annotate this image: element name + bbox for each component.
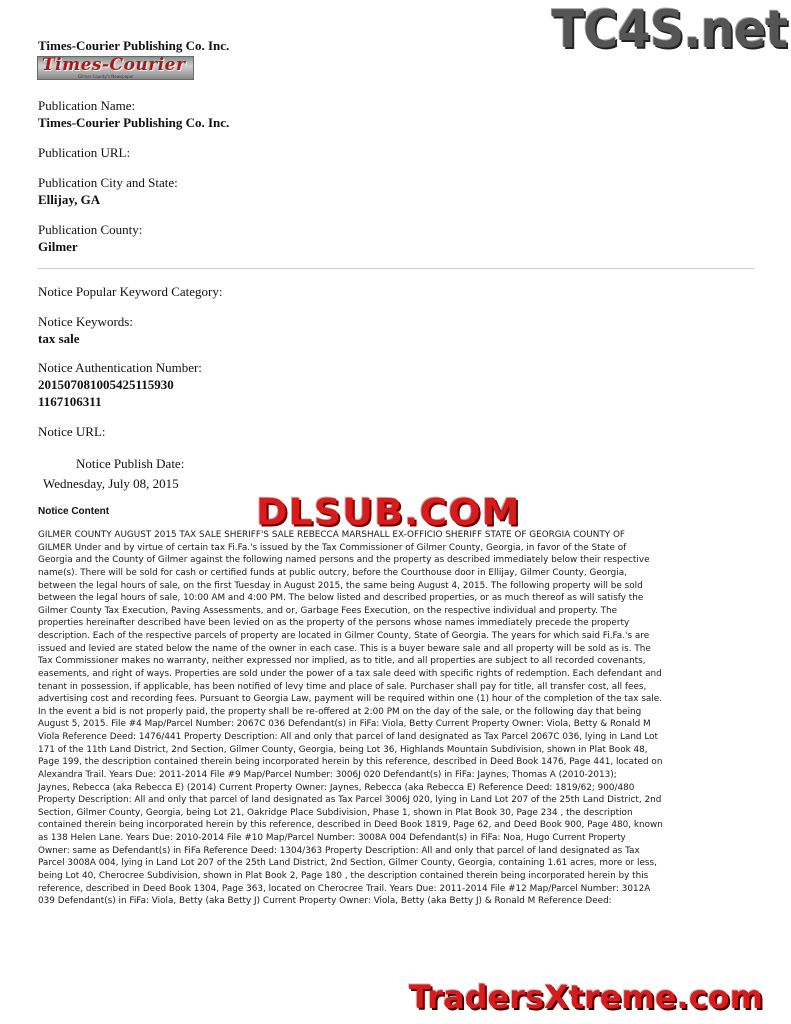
keywords-value: tax sale: [38, 331, 80, 346]
notice-line: 171 of the 11th Land District, 2nd Section, Gilmer County, Georgia, being Lot 36, Highlands Mountain Subdivision, shown in Plat Book 48,: [38, 744, 648, 755]
logo-text: Times-Courier: [42, 56, 186, 75]
notice-line: as 138 Helen Lane. Years Due: 2010-2014 File #10 Map/Parcel Number: 3008A 004 Defendant(s) in FiFa: Noa, Hugo Current Property: [38, 833, 626, 843]
county-value: Gilmer: [38, 239, 78, 254]
keywords-label: Notice Keywords:: [38, 314, 133, 329]
auth-number-value-line1: 201507081005425115930: [38, 377, 174, 392]
publication-name-value: Times-Courier Publishing Co. Inc.: [38, 115, 230, 130]
section-divider: [38, 268, 754, 269]
notice-line: easements, and right of ways. Properties are sold under the power of a tax sale deed with specific rights of redemption. Each defendant and: [38, 668, 662, 679]
notice-line: Tax Commissioner makes no warranty, neither expressed nor implied, as to title, and all properties are subject to all recorded covenants,: [38, 656, 646, 667]
county-label: Publication County:: [38, 222, 143, 237]
notice-line: advertising cost and recording fees. Pursuant to Georgia Law, payment will be required within one (1) hour of the completion of the tax sale.: [38, 694, 663, 705]
notice-line: tenant in possession, if applicable, has been notified of levy time and place of sale. Purchaser shall pay for title, all transfer cost, all fees,: [38, 681, 647, 692]
city-state-label: Publication City and State:: [38, 175, 178, 190]
notice-line: 039 Defendant(s) in FiFa: Viola, Betty (aka Betty J) Current Property Owner: Viola, Betty (aka Betty J) & Ronald M Reference Deed:: [38, 896, 612, 907]
notice-line: between the legal hours of sale, on the first Tuesday in August 2015, the same being August 4, 2015. The following property will be sold: [38, 580, 643, 591]
notice-line: Gilmer County Tax Execution, Paving Assessments, and or, Garbage Fees Execution, on the respective individual and property. The: [38, 605, 618, 616]
publisher-logo: [37, 56, 194, 80]
auth-number-field: [38, 359, 202, 410]
auth-number-label: Notice Authentication Number:: [38, 360, 202, 375]
notice-line: Parcel 3008A 004, lying in Land Lot 207 of the 25th Land District, 2nd Section, Gilmer County, Georgia, containing 1.61 acres, more or less,: [38, 858, 657, 869]
notice-line: reference, described in Deed Book 1304, Page 363, located on Cherocree Trail. Years Due: 2011-2014 File #12 Map/Parcel Number: 3012A: [38, 883, 651, 894]
keyword-category-field: [38, 283, 222, 300]
tradersxtreme-watermark: TradersXtreme.com: [403, 978, 769, 1016]
notice-line: Viola Reference Deed: 1476/441 Property Description: All and only that parcel of land designated as Tax Parcel 2067C 036, lying in Land Lot: [38, 732, 658, 742]
notice-line: GILMER Under and by virtue of certain tax Fi.Fa.'s issued by the Tax Commissioner of Gilmer County, Georgia, in favor of the State of: [38, 542, 627, 553]
notice-url-label: Notice URL:: [38, 424, 106, 439]
publisher-name: Times-Courier Publishing Co. Inc.: [38, 38, 230, 53]
notice-line: In the event a bid is not properly paid, the property shall be re-offered at 2:00 PM on the day of the sale, or the following day that being: [38, 706, 642, 717]
notice-line: name(s). There will be sold for cash or certified funds at public outcry, before the Courthouse door in Ellijay, Gilmer County, Georgia,: [38, 567, 627, 578]
notice-line: Section, Gilmer County, Georgia, being Lot 21, Oakridge Place Subdivision, Phase 1, shown in Plat Book 30, Page 234 , the description: [38, 807, 633, 818]
notice-url-field: [38, 423, 106, 440]
notice-line: being Lot 40, Cherocree Subdivision, shown in Plat Book 2, Page 180 , the description contained therein being incorporated herein by this: [38, 870, 649, 881]
notice-content-body: [38, 529, 753, 908]
publication-name-field: [38, 97, 229, 131]
notice-line: between the legal hours of sale, 10:00 AM and 4:00 PM. The below listed and described properties, or as much thereof as will satisfy the: [38, 593, 644, 604]
notice-line: Property Description: All and only that parcel of land designated as Tax Parcel 3006J 020, lying in Land Lot 207 of the 25th Land District, 2nd: [38, 795, 662, 806]
notice-line: GILMER COUNTY AUGUST 2015 TAX SALE SHERIFF'S SALE REBECCA MARSHALL EX-OFFICIO SHERIFF STATE OF GEORGIA COUNTY OF: [38, 530, 626, 540]
notice-content-heading: Notice Content: [38, 506, 110, 517]
notice-line: description. Each of the respective parcels of property are located in Gilmer County, State of Georgia. The years for which said Fi.Fa.'s are: [38, 631, 650, 641]
notice-line: August 5, 2015. File #4 Map/Parcel Number: 2067C 036 Defendant(s) in FiFa: Viola, Betty Current Property Owner: Viola, Betty & Ronald M: [38, 719, 651, 730]
notice-line: contained therein being incorporated herein by this reference, described in Deed Book 1819, Page 62, and Deed Book 900, Page 480, known: [38, 820, 663, 831]
publication-name-label: Publication Name:: [38, 98, 136, 113]
notice-line: properties hereinafter described have been levied on as the property of the persons whose names immediately precede the property: [38, 618, 630, 629]
notice-line: Jaynes, Rebecca (aka Rebecca E) (2014) Current Property Owner: Jaynes, Rebecca (aka Rebecca E) Reference Deed: 1819/62; 900/480: [38, 782, 635, 793]
keyword-category-label: Notice Popular Keyword Category:: [38, 284, 223, 299]
publication-url-field: [38, 144, 130, 161]
auth-number-value-line2: 1167106311: [38, 394, 102, 409]
publish-date-value: Wednesday, July 08, 2015: [43, 476, 179, 491]
publish-date-label: Notice Publish Date:: [76, 456, 185, 471]
logo-tagline: Gilmer County's Newspaper: [78, 74, 134, 79]
notice-line: Page 199, the description contained therein being incorporated herein by this reference, described in Deed Book 1476, Page 441, located on: [38, 757, 663, 768]
keywords-field: [38, 313, 133, 347]
city-state-field: [38, 174, 178, 208]
notice-line: Owner: same as Defendant(s) in FiFa Reference Deed: 1304/363 Property Description: All and only that parcel of land designated as Tax: [38, 845, 640, 856]
notice-line: Georgia and the County of Gilmer against the following named persons and the property as described immediately below their respective: [38, 555, 650, 566]
notice-line: issued and levied are stated below the name of the owner in each case. This is a buyer beware sale and all property will be sold as is. The: [38, 643, 651, 654]
dlsub-watermark: DLSUB.COM: [256, 491, 521, 533]
city-state-value: Ellijay, GA: [38, 192, 101, 207]
publication-url-label: Publication URL:: [38, 145, 131, 160]
county-field: [38, 221, 142, 255]
tc4s-watermark: TC4S.net: [551, 0, 787, 60]
notice-line: Alexandra Trail. Years Due: 2011-2014 File #9 Map/Parcel Number: 3006J 020 Defendant(s) in FiFa: Jaynes, Thomas A (2010-2013);: [38, 769, 617, 780]
